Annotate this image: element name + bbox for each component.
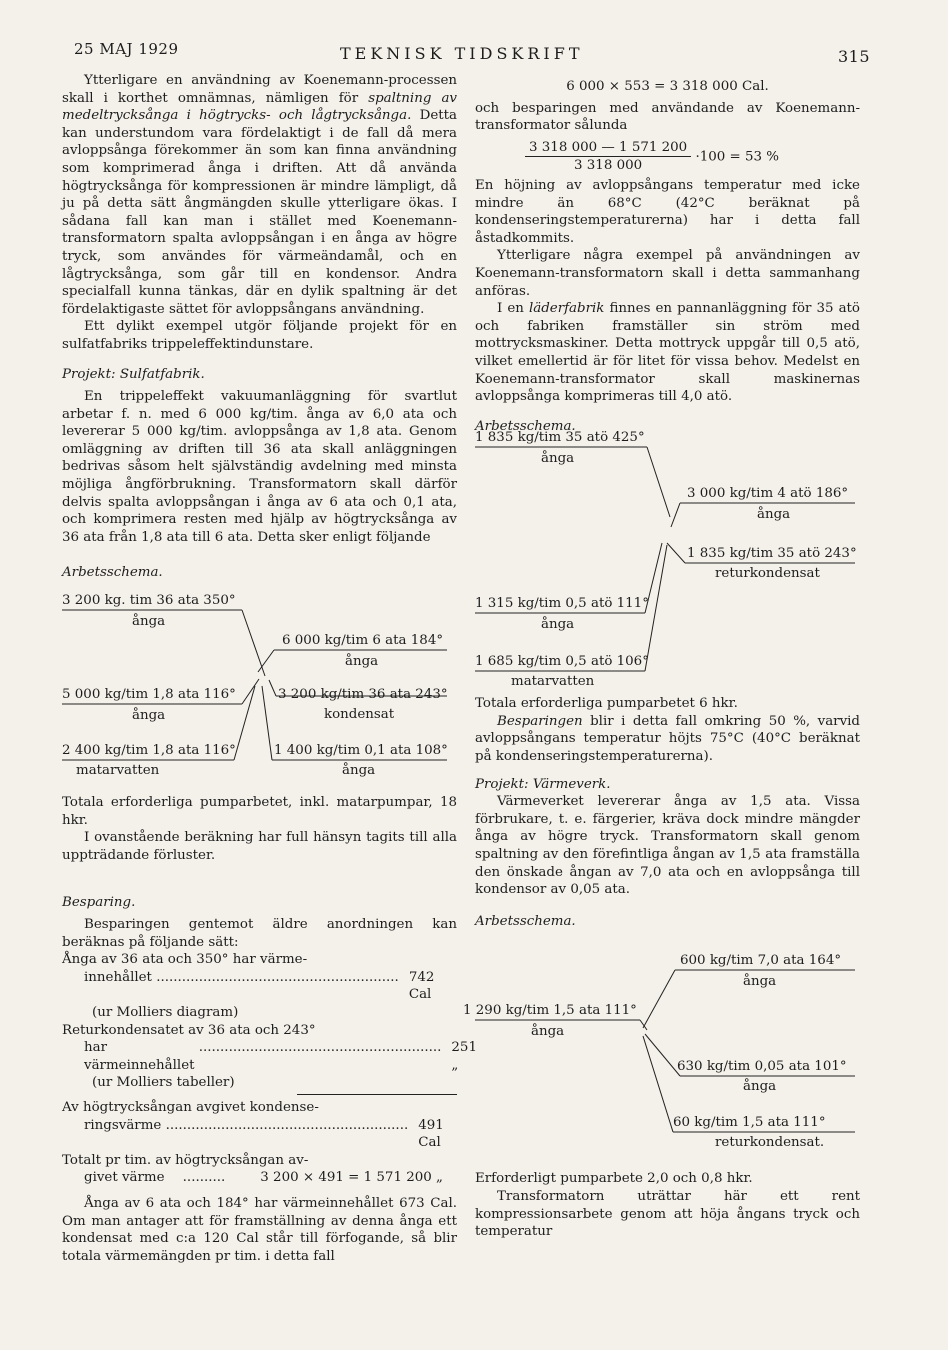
ledger-value: 491 Cal: [418, 1117, 444, 1151]
schema-label: 5 000 kg/tim 1,8 ata 116°: [62, 687, 236, 703]
ledger-value: 251 „: [451, 1040, 477, 1073]
paragraph: Värmeverket levererar ånga av 1,5 ata. Vissa förbrukare, t. e. färgerier, kräva dock mindre mängder ånga av högre tryck. Transformatorn skall genom spaltning av den förefintliga ångan av 1,5 ata framställa den önskade ångan av 7,0 ata och en avloppsånga till kondensor av 0,05 ata.: [475, 794, 860, 898]
schema-label: 3 000 kg/tim 4 atö 186°: [687, 486, 849, 502]
ledger-value: 742 Cal: [408, 969, 435, 1003]
schema-label: ånga: [541, 451, 575, 467]
schema-label: 1 400 kg/tim 0,1 ata 108°: [274, 743, 448, 759]
schema-label: 2 400 kg/tim 1,8 ata 116°: [62, 743, 236, 759]
paragraph: I ovanstående beräkning har full hänsyn tagits till alla uppträdande förluster.: [62, 830, 457, 863]
text-italic: läderfabrik: [528, 301, 605, 317]
leader-dots: ..........: [178, 1170, 226, 1186]
paragraph: En höjning av avloppsångans temperatur med icke mindre än 68°C (42°C beräknat på kondenseringstemperaturerna) har i detta fall åstadkommits.: [475, 177, 860, 246]
leader-dots: .........................................................: [161, 1117, 409, 1133]
ledger-row: [62, 1169, 457, 1187]
paragraph: [62, 72, 457, 318]
paragraph: Totala erforderliga pumparbetet, inkl. matarpumpar, 18 hkr.: [62, 795, 457, 828]
schema-title: Arbetsschema.: [475, 913, 576, 929]
paragraph: Totala erforderliga pumparbetet 6 hkr.: [475, 696, 738, 712]
text: Ytterligare en användning av Koenemann-processen skall i korthet omnämnas, nämligen för: [62, 73, 457, 106]
schema-label: ånga: [342, 763, 376, 779]
schema-label: ånga: [541, 617, 575, 633]
ledger-label: innehållet: [84, 969, 152, 985]
section-heading: Projekt: Värmeverk.: [475, 776, 611, 792]
paragraph: [475, 713, 860, 766]
schema-label: 1 315 kg/tim 0,5 atö 111°: [475, 596, 649, 612]
ledger-note: (ur Molliers diagram): [92, 1004, 239, 1020]
paragraph: Transformatorn uträttar här ett rent kompressionsarbete genom att höja ångans tryck och temperatur: [475, 1189, 860, 1240]
flow-schema-laderfabrik: [475, 430, 860, 690]
schema-label: ånga: [743, 974, 777, 990]
schema-label: ånga: [531, 1024, 565, 1040]
text: blir i detta fall omkring 50 %, varvid avloppsångans temperatur höjts 75°C (40°C beräknat på kondenseringstemperaturerna).: [475, 713, 860, 765]
text: Detta kan understundom vara fördelaktigt i de fall då mera avloppsånga förekommer än som kan finna användning som komprimerad ånga i driften. Att då använda högtrycksånga för kompressionen är mindre lämpligt, då ju på detta sätt ångmängden skulle ytterligare ökas. I sådana fall kan man i stället med Koenemann-transformatorn spalta avloppsångan i en ånga av högre tryck, som användes för värmeändamål, och en lågtrycksånga, som går till en kondensor. Andra specialfall kunna tänkas, där en dylik spaltning är det fördelaktigaste sättet för avloppsångans användning.: [62, 108, 457, 317]
schema-label: ånga: [757, 507, 791, 523]
paragraph: och besparingen med användande av Koenemann-transformator sålunda: [475, 100, 860, 134]
ledger-label: givet värme: [84, 1170, 165, 1186]
schema-label: 6 000 kg/tim 6 ata 184°: [282, 633, 444, 649]
page-number: 315: [838, 47, 871, 66]
heat-ledger: [62, 951, 477, 1187]
schema-label: 600 kg/tim 7,0 ata 164°: [680, 953, 842, 969]
ledger-line: Totalt pr tim. av högtrycksångan av-: [62, 1152, 309, 1168]
ledger-note: (ur Molliers tabeller): [92, 1075, 235, 1091]
text: finnes en pannanläggning för 35 atö och fabriken framställer sin ström med mottrycksmaskiner. Detta mottryck uppgår till 0,5 atö, vilket emellertid är för litet för vissa behov. Medelst en Koenemann-transformator skall maskinernas avloppsånga komprimeras till 4,0 atö.: [475, 301, 860, 405]
fraction-numerator: 3 318 000 — 1 571 200: [525, 139, 691, 158]
ledger-line: Av högtrycksångan avgivet kondense-: [62, 1099, 319, 1115]
schema-label: ånga: [345, 654, 379, 670]
leader-dots: .........................................................: [194, 1040, 442, 1056]
fraction: [525, 139, 691, 175]
section-heading: Besparing.: [62, 895, 136, 911]
schema-label: matarvatten: [76, 763, 160, 779]
schema-label: returkondensat.: [715, 1135, 825, 1151]
paragraph: Erforderligt pumparbete 2,0 och 0,8 hkr.: [475, 1171, 753, 1187]
ledger-line: Ånga av 36 ata och 350° har värme-: [62, 952, 308, 968]
ledger-label: ringsvärme: [84, 1117, 162, 1133]
text-italic: spaltning av medeltrycksånga i högtrycks- och lågtrycksånga.: [62, 90, 457, 124]
ledger-row: [62, 969, 457, 1004]
text: I en: [497, 301, 524, 317]
schema-label: 1 290 kg/tim 1,5 ata 111°: [463, 1003, 637, 1019]
schema-label: kondensat: [324, 707, 395, 723]
schema-label: 60 kg/tim 1,5 ata 111°: [673, 1115, 826, 1131]
schema-label: ånga: [132, 614, 166, 630]
header-title: TEKNISK TIDSKRIFT: [340, 44, 584, 63]
schema-label: 630 kg/tim 0,05 ata 101°: [677, 1059, 847, 1075]
flow-schema-sulfatfabrik: [62, 582, 457, 794]
schema-label: 3 200 kg/tim 36 ata 243°: [278, 687, 448, 703]
equation: 6 000 × 553 = 3 318 000 Cal.: [566, 79, 769, 94]
fraction-tail: ·100 = 53 %: [695, 149, 780, 165]
sum-rule: [297, 1094, 457, 1095]
schema-label: matarvatten: [511, 674, 595, 690]
schema-title: Arbetsschema.: [62, 565, 163, 581]
schema-label: 1 835 kg/tim 35 atö 243°: [687, 546, 857, 562]
schema-label: ånga: [743, 1079, 777, 1095]
ledger-label: har värmeinnehållet: [84, 1040, 195, 1073]
text-italic: Besparingen: [497, 713, 583, 729]
schema-label: ånga: [132, 708, 166, 724]
ledger-row: [62, 1117, 457, 1152]
fraction-equation: [475, 139, 860, 175]
schema-title: Arbetsschema.: [475, 418, 576, 434]
schema-label: 1 835 kg/tim 35 atö 425°: [475, 430, 645, 446]
left-column: [62, 72, 477, 1265]
leader-dots: .........................................................: [151, 969, 399, 985]
ledger-row: [62, 1039, 477, 1074]
schema-label: returkondensat: [715, 566, 820, 582]
section-heading: Projekt: Sulfatfabrik.: [62, 366, 205, 382]
header-date: 25 MAJ 1929: [74, 40, 179, 58]
paragraph: Besparingen gentemot äldre anordningen kan beräknas på följande sätt:: [62, 917, 457, 950]
paragraph: En trippeleffekt vakuumanläggning för svartlut arbetar f. n. med 6 000 kg/tim. ånga av 6,0 ata och levererar 5 000 kg/tim. avloppsånga av 1,8 ata. Genom omläggning av driften till 36 ata skall anläggningen bedrivas såsom helt självständig avdelning med minsta möjliga ångförbrukning. Transformatorn skall därför delvis spalta avloppsångan i ånga av 6 ata och 0,1 ata, och komprimera resten med hjälp av högtrycksånga av 36 ata från 1,8 ata till 6 ata. Detta sker enligt följande: [62, 389, 457, 545]
ledger-line: Returkondensatet av 36 ata och 243°: [62, 1022, 316, 1038]
schema-label: 1 685 kg/tim 0,5 atö 106°: [475, 654, 649, 670]
paragraph: Ytterligare några exempel på användningen av Koenemann-transformatorn skall i detta sammanhang anföras.: [475, 248, 860, 299]
paragraph: Ett dylikt exempel utgör följande projekt för en sulfatfabriks trippeleffektindunstare.: [62, 319, 457, 352]
paragraph: Ånga av 6 ata och 184° har värmeinnehållet 673 Cal. Om man antager att för framställning av denna ånga ett kondensat med c:a 120 Cal står till förfogande, så blir totala värmemängden pr tim. i detta fall: [62, 1195, 457, 1264]
ledger-value: 3 200 × 491 = 1 571 200 „: [260, 1170, 443, 1186]
fraction-denominator: 3 318 000: [574, 158, 643, 174]
paragraph: [475, 300, 860, 406]
schema-label: 3 200 kg. tim 36 ata 350°: [62, 593, 236, 609]
